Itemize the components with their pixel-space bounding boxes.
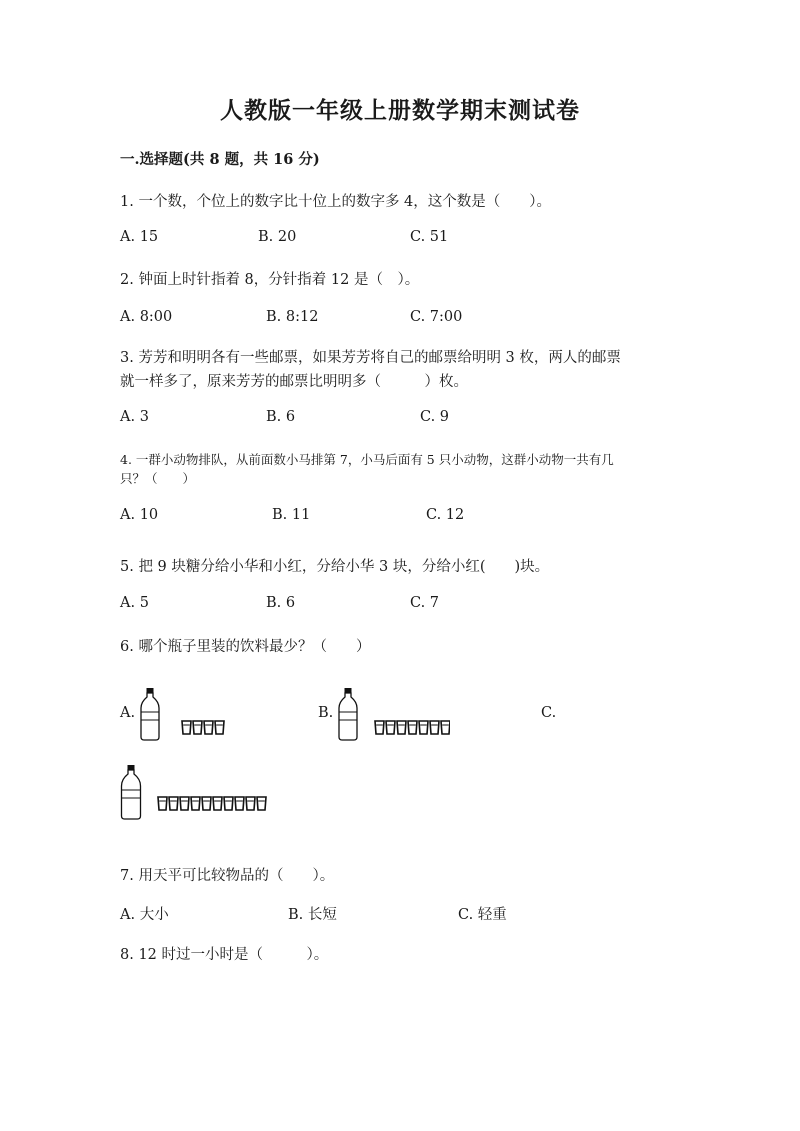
q1-option-c[interactable]: C. 51 [410, 229, 449, 245]
q3-option-a[interactable]: A. 3 [120, 409, 149, 425]
cup-icon [213, 797, 222, 810]
question-2: 2. 钟面上时针指着 8，分针指着 12 是（ ）。 [120, 272, 420, 288]
cup-icon [182, 721, 191, 734]
q3-option-c[interactable]: C. 9 [420, 409, 450, 425]
q7-option-b[interactable]: B. 长短 [288, 907, 337, 923]
cup-icon [191, 797, 200, 810]
q2-option-b[interactable]: B. 8:12 [266, 309, 319, 325]
cup-icon [419, 721, 428, 734]
q7-option-a[interactable]: A. 大小 [120, 907, 169, 923]
question-4-line-2: 只？（ ） [120, 471, 196, 486]
cup-icon [193, 721, 202, 734]
q4-option-a[interactable]: A. 10 [120, 507, 159, 523]
q5-option-c[interactable]: C. 7 [410, 595, 440, 611]
cup-icon [386, 721, 395, 734]
bottle-icon [337, 687, 359, 741]
cup-group-c [157, 795, 271, 811]
question-3-line-1: 3. 芳芳和明明各有一些邮票，如果芳芳将自己的邮票给明明 3 枚，两人的邮票 [120, 350, 621, 366]
question-7: 7. 用天平可比较物品的（ ）。 [120, 868, 335, 884]
q4-option-b[interactable]: B. 11 [272, 507, 311, 523]
question-1: 1. 一个数，个位上的数字比十位上的数字多 4，这个数是（ ）。 [120, 194, 552, 210]
cup-icon [202, 797, 211, 810]
cup-icon [180, 797, 189, 810]
q1-option-a[interactable]: A. 15 [120, 229, 159, 245]
section-heading: 一.选择题(共 8 题，共 16 分) [120, 151, 320, 168]
q7-option-c[interactable]: C. 轻重 [458, 907, 507, 923]
cup-icon [215, 721, 224, 734]
cup-icon [257, 797, 266, 810]
question-6: 6. 哪个瓶子里装的饮料最少？（ ） [120, 639, 371, 655]
q2-option-a[interactable]: A. 8:00 [120, 309, 173, 325]
q1-option-b[interactable]: B. 20 [258, 229, 297, 245]
cup-icon [169, 797, 178, 810]
question-4-line-1: 4. 一群小动物排队，从前面数小马排第 7，小马后面有 5 只小动物，这群小动物一共有几 [120, 452, 614, 467]
cup-group-b [374, 719, 450, 735]
cup-icon [408, 721, 417, 734]
q3-option-b[interactable]: B. 6 [266, 409, 296, 425]
cup-icon [375, 721, 384, 734]
cup-icon [441, 721, 450, 734]
cup-icon [246, 797, 255, 810]
cup-icon [158, 797, 167, 810]
q6-cups-b [374, 719, 450, 735]
q6-option-c[interactable]: C. [541, 705, 557, 721]
cup-icon [397, 721, 406, 734]
page-title: 人教版一年级上册数学期末测试卷 [220, 97, 580, 124]
question-8: 8. 12 时过一小时是（ ）。 [120, 947, 329, 963]
q6-cups-a [181, 719, 229, 735]
q4-option-c[interactable]: C. 12 [426, 507, 465, 523]
q5-option-a[interactable]: A. 5 [120, 595, 149, 611]
q6-option-b[interactable]: B. [318, 705, 334, 721]
cup-group-a [181, 719, 229, 735]
q6-option-a[interactable]: A. [120, 705, 136, 721]
cup-icon [235, 797, 244, 810]
bottle-icon [139, 687, 161, 741]
cup-icon [204, 721, 213, 734]
cup-icon [224, 797, 233, 810]
q2-option-c[interactable]: C. 7:00 [410, 309, 463, 325]
bottle-icon [119, 764, 143, 820]
cup-icon [430, 721, 439, 734]
q5-option-b[interactable]: B. 6 [266, 595, 296, 611]
question-3-line-2: 就一样多了，原来芳芳的邮票比明明多（ ）枚。 [120, 374, 468, 390]
question-5: 5. 把 9 块糖分给小华和小红，分给小华 3 块，分给小红( )块。 [120, 559, 550, 575]
q6-cups-c [157, 795, 271, 811]
